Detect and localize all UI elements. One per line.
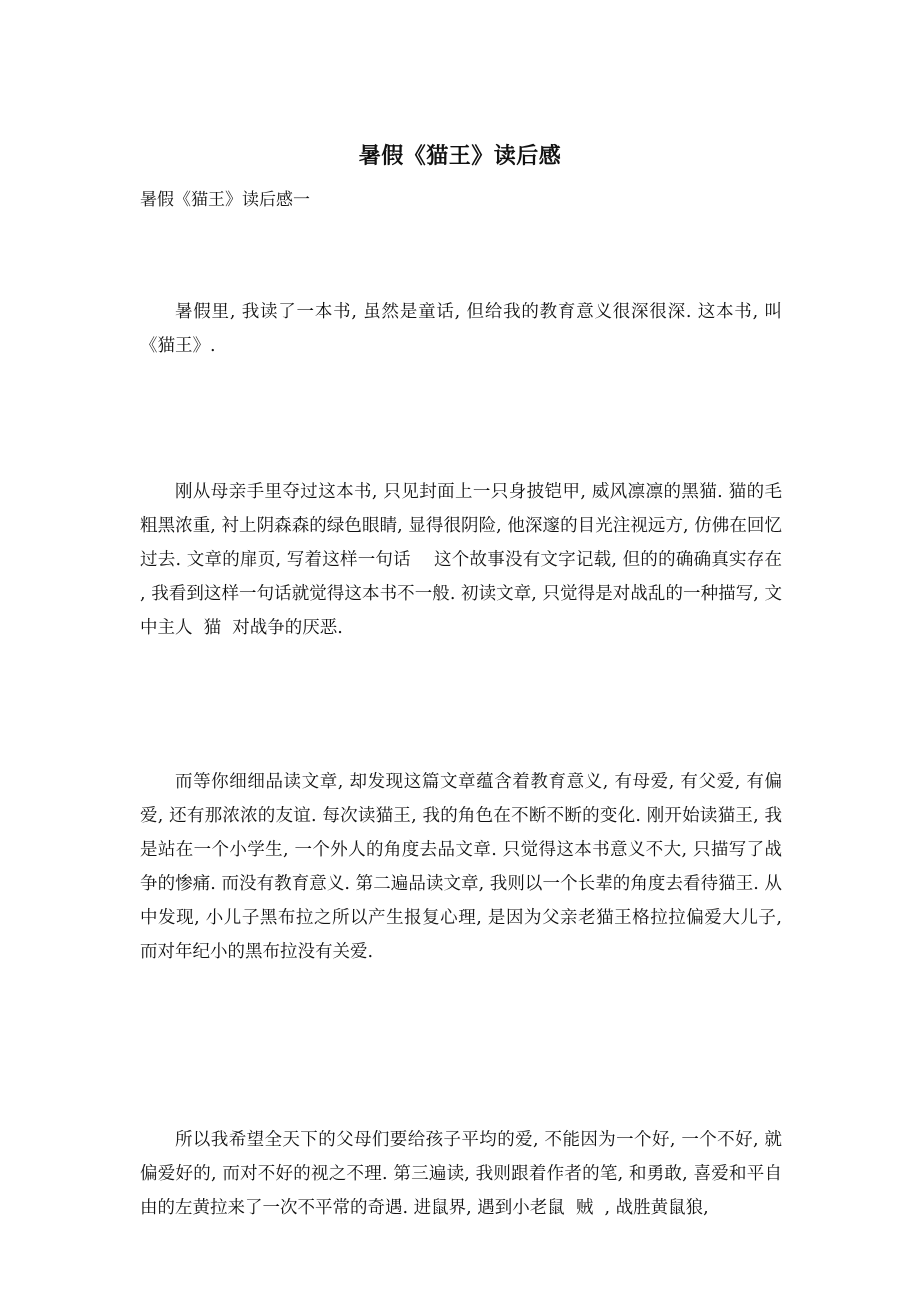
document-subtitle: 暑假《猫王》读后感一 — [140, 190, 310, 210]
paragraph-4: 所以我希望全天下的父母们要给孩子平均的爱, 不能因为一个好, 一个不好, 就偏爱好的, 而对不好的视之不理. 第三遍读, 我则跟着作者的笔, 和勇敢, 喜爱和平自由的左黄拉来了一次不平常的奇遇. 进鼠界, 遇到小老鼠 贼 , 战胜黄鼠狼, — [140, 1130, 782, 1218]
document-title: 暑假《猫王》读后感 — [358, 143, 562, 169]
paragraph-2: 刚从母亲手里夺过这本书, 只见封面上一只身披铠甲, 威风凛凛的黑猫. 猫的毛粗黑浓重, 衬上阴森森的绿色眼睛, 显得很阴险, 他深邃的目光注视远方, 仿佛在回忆过去. 文章的扉页, 写着这样一句话 这个故事没有文字记载, 但的的确确真实存在 , 我看到这样一句话就觉得这本书不一般. 初读文章, 只觉得是对战乱的一种描写, 文中主人 猫 对战争的厌恶. — [140, 482, 805, 638]
paragraph-3: 而等你细细品读文章, 却发现这篇文章蕴含着教育意义, 有母爱, 有父爱, 有偏爱, 还有那浓浓的友谊. 每次读猫王, 我的角色在不断不断的变化. 刚开始读猫王, 我是站在一个小学生, 一个外人的角度去品文章. 只觉得这本书意义不大, 只描写了战争的惨痛. 而没有教育意义. 第二遍品读文章, 我则以一个长辈的角度去看待猫王. 从中发现, 小儿子黑布拉之所以产生报复心理, 是因为父亲老猫王格拉拉偏爱大儿子, 而对年纪小的黑布拉没有关爱. — [140, 772, 788, 962]
paragraph-1: 暑假里, 我读了一本书, 虽然是童话, 但给我的教育意义很深很深. 这本书, 叫《猫王》. — [140, 302, 782, 356]
